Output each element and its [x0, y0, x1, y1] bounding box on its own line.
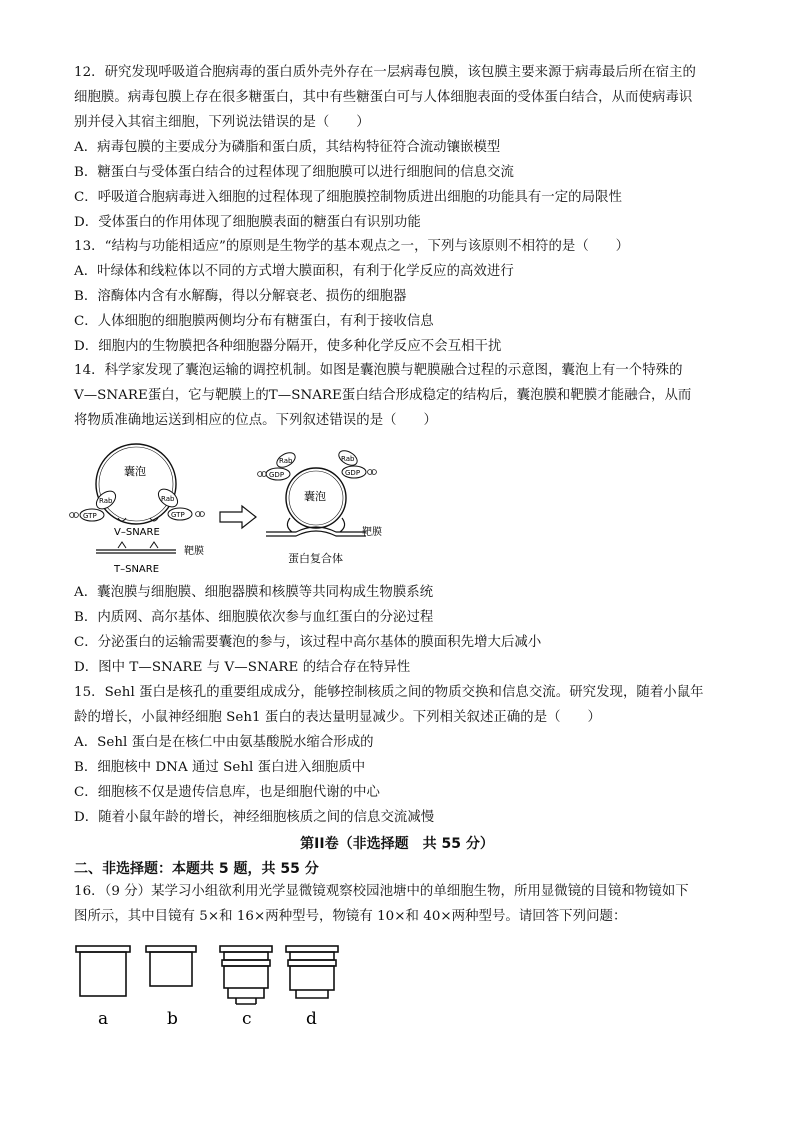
q15-option-d: D．随着小鼠年龄的增长，神经细胞核质之间的信息交流减慢 — [74, 810, 435, 825]
lens-label-a: a — [98, 1009, 109, 1029]
gtp-label-left: GTP — [83, 512, 97, 520]
eyepiece-b-icon — [146, 946, 196, 986]
gtp-label-right: GTP — [171, 511, 185, 519]
q13-option-d: D．细胞内的生物膜把各种细胞器分隔开，使多种化学反应不会互相干扰 — [74, 339, 502, 354]
q13-option-c: C．人体细胞的细胞膜两侧均分布有糖蛋白，有利于接收信息 — [74, 314, 434, 329]
q15-stem-line1: 15．Sehl 蛋白是核孔的重要组成成分，能够控制核质之间的物质交换和信息交流。研究发现，随着小鼠年 — [74, 685, 704, 700]
objective-c-icon — [220, 946, 272, 1004]
vesicle-right-label: 囊泡 — [304, 490, 326, 503]
rab-label-left: Rab — [99, 497, 113, 505]
rab-label-detached-right: Rab — [341, 455, 355, 463]
q14-stem-line2: V—SNARE蛋白，它与靶膜上的T—SNARE蛋白结合形成稳定的结构后，囊泡膜和靶膜才能融合，从而 — [74, 388, 692, 403]
q14-stem-line3: 将物质准确地运送到相应的位点。下列叙述错误的是（ ） — [74, 413, 437, 428]
q12-stem-line1: 12．研究发现呼吸道合胞病毒的蛋白质外壳外存在一层病毒包膜，该包膜主要来源于病毒最后所在宿主的 — [74, 65, 696, 80]
gdp-label-left: GDP — [269, 471, 285, 479]
section2-title: 二、非选择题：本题共 5 题，共 55 分 — [74, 861, 319, 877]
q14-option-a: A．囊泡膜与细胞膜、细胞器膜和核膜等共同构成生物膜系统 — [74, 585, 434, 600]
transition-arrow — [220, 506, 256, 528]
objective-d-icon — [286, 946, 338, 998]
q16-stem-line1: 16．（9 分）某学习小组欲利用光学显微镜观察校园池塘中的单细胞生物，所用显微镜的目镜和物镜如下 — [74, 884, 689, 899]
q15-option-a: A．Sehl 蛋白是在核仁中由氨基酸脱水缩合形成的 — [74, 735, 374, 750]
rab-label-detached-left: Rab — [279, 457, 293, 465]
q12-stem-line2: 细胞膜。病毒包膜上存在很多糖蛋白，其中有些糖蛋白可与人体细胞表面的受体蛋白结合，从而使病毒识 — [74, 90, 693, 105]
q12-stem-line3: 别并侵入其宿主细胞，下列说法错误的是（ ） — [74, 115, 370, 130]
q13-stem: 13．“结构与功能相适应”的原则是生物学的基本观点之一，下列与该原则不相符的是（ ） — [74, 239, 630, 254]
vesicle-left-circle — [96, 444, 176, 524]
q14-option-c: C．分泌蛋白的运输需要囊泡的参与，该过程中高尔基体的膜面积先增大后减小 — [74, 635, 542, 650]
q14-option-b: B．内质网、高尔基体、细胞膜依次参与血红蛋白的分泌过程 — [74, 610, 434, 625]
q15-option-b: B．细胞核中 DNA 通过 Sehl 蛋白进入细胞质中 — [74, 760, 366, 775]
t-snare-label: T–SNARE — [114, 564, 160, 575]
q12-option-a: A．病毒包膜的主要成分为磷脂和蛋白质，其结构特征符合流动镶嵌模型 — [74, 140, 501, 155]
target-membrane-label-right: 靶膜 — [362, 527, 382, 538]
v-snare-label: V–SNARE — [114, 527, 160, 538]
gdp-label-right: GDP — [345, 469, 361, 477]
q15-option-c: C．细胞核不仅是遗传信息库，也是细胞代谢的中心 — [74, 785, 380, 800]
q12-option-c: C．呼吸道合胞病毒进入细胞的过程体现了细胞膜控制物质进出细胞的功能具有一定的局限性 — [74, 190, 622, 205]
lens-label-d: d — [306, 1009, 317, 1029]
lens-label-b: b — [167, 1009, 178, 1029]
target-membrane-label-left: 靶膜 — [184, 546, 204, 557]
q14-stem-line1: 14．科学家发现了囊泡运输的调控机制。如图是囊泡膜与靶膜融合过程的示意图，囊泡上有一个特殊的 — [74, 363, 683, 378]
lens-figure — [70, 938, 360, 1030]
q16-stem-line2: 图所示，其中目镜有 5×和 16×两种型号，物镜有 10×和 40×两种型号。请回答下列问题： — [74, 909, 627, 924]
part2-title: 第II卷（非选择题 共 55 分） — [300, 836, 494, 852]
vesicle-left-label: 囊泡 — [124, 465, 146, 478]
q12-option-d: D．受体蛋白的作用体现了细胞膜表面的糖蛋白有识别功能 — [74, 215, 421, 230]
eyepiece-a-icon — [76, 946, 130, 996]
q13-option-b: B．溶酶体内含有水解酶，得以分解衰老、损伤的细胞器 — [74, 289, 407, 304]
vesicle-fusion-figure — [66, 440, 446, 582]
protein-complex-label: 蛋白复合体 — [288, 552, 343, 565]
rab-label-right: Rab — [161, 495, 175, 503]
q14-option-d: D．图中 T—SNARE 与 V—SNARE 的结合存在特异性 — [74, 660, 411, 675]
q13-option-a: A．叶绿体和线粒体以不同的方式增大膜面积，有利于化学反应的高效进行 — [74, 264, 514, 279]
lens-label-c: c — [242, 1009, 252, 1029]
q15-stem-line2: 龄的增长，小鼠神经细胞 Seh1 蛋白的表达量明显减少。下列相关叙述正确的是（ ） — [74, 710, 601, 725]
q12-option-b: B．糖蛋白与受体蛋白结合的过程体现了细胞膜可以进行细胞间的信息交流 — [74, 165, 514, 180]
